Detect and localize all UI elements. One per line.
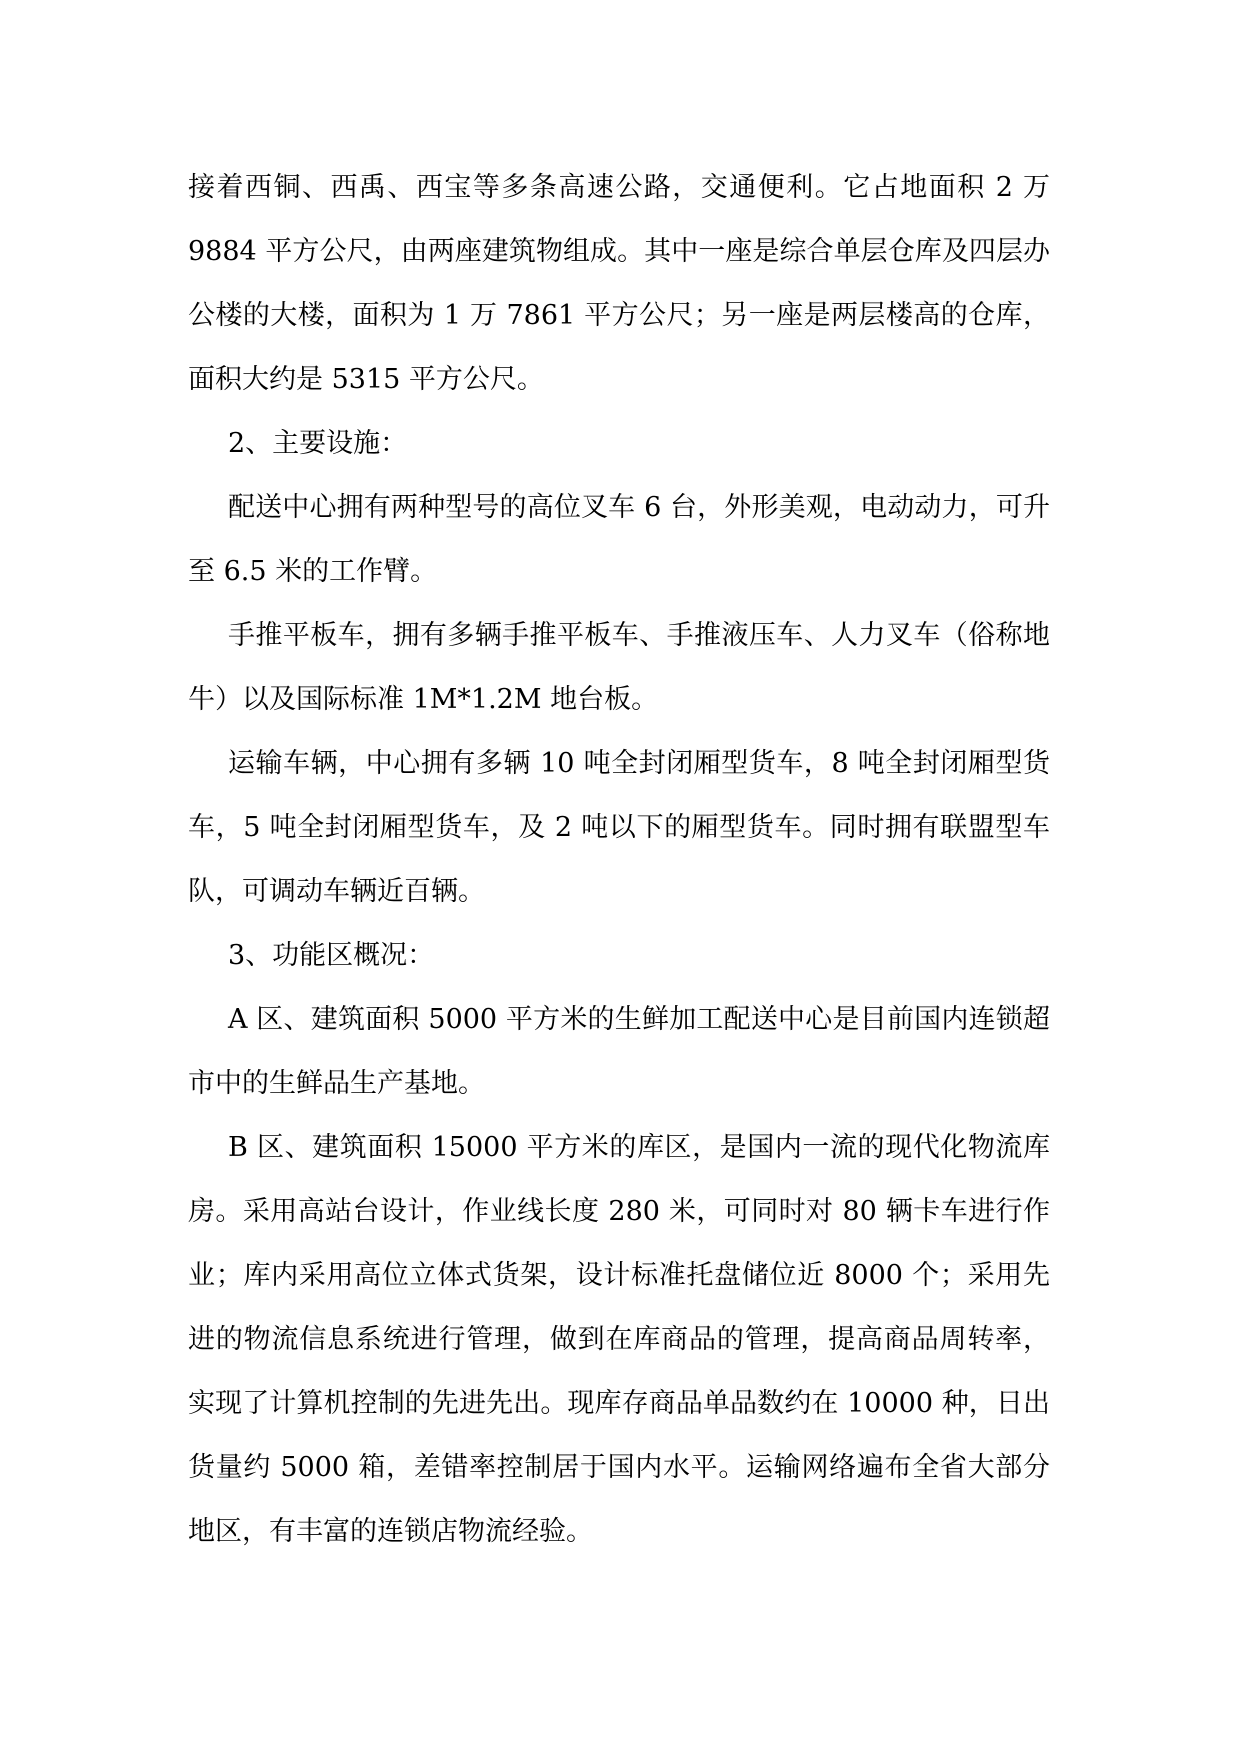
heading-functional-areas: 3、功能区概况：: [228, 940, 435, 971]
paragraph-zone-a: A 区、建筑面积 5000 平方米的生鲜加工配送中心是目前国内连锁超市中的生鲜品生产基地。: [188, 1004, 1050, 1099]
document-body: [188, 156, 1050, 1564]
paragraph-zone-b: B 区、建筑面积 15000 平方米的库区，是国内一流的现代化物流库房。采用高站台设计，作业线长度 280 米，可同时对 80 辆卡车进行作业；库内采用高位立体式货架，设计标准托盘储位近 8000 个；采用先进的物流信息系统进行管理，做到在库商品的管理，提高商品周转率，实现了计算机控制的先进先出。现库存商品单品数约在 10000 种，日出货量约 5000 箱，差错率控制居于国内水平。运输网络遍布全省大部分地区，有丰富的连锁店物流经验。: [188, 1132, 1050, 1547]
paragraph-transport-vehicles: 运输车辆，中心拥有多辆 10 吨全封闭厢型货车，8 吨全封闭厢型货车，5 吨全封闭厢型货车，及 2 吨以下的厢型货车。同时拥有联盟型车队，可调动车辆近百辆。: [188, 748, 1050, 907]
paragraph-forklifts: 配送中心拥有两种型号的高位叉车 6 台，外形美观，电动动力，可升至 6.5 米的工作臂。: [188, 492, 1050, 587]
paragraph-hand-carts: 手推平板车，拥有多辆手推平板车、手推液压车、人力叉车（俗称地牛）以及国际标准 1M*1.2M 地台板。: [188, 620, 1050, 715]
heading-main-facilities: 2、主要设施：: [228, 428, 408, 459]
paragraph-site-overview: 接着西铜、西禹、西宝等多条高速公路，交通便利。它占地面积 2 万 9884 平方公尺，由两座建筑物组成。其中一座是综合单层仓库及四层办公楼的大楼，面积为 1 万 7861 平方公尺；另一座是两层楼高的仓库，面积大约是 5315 平方公尺。: [188, 172, 1050, 395]
